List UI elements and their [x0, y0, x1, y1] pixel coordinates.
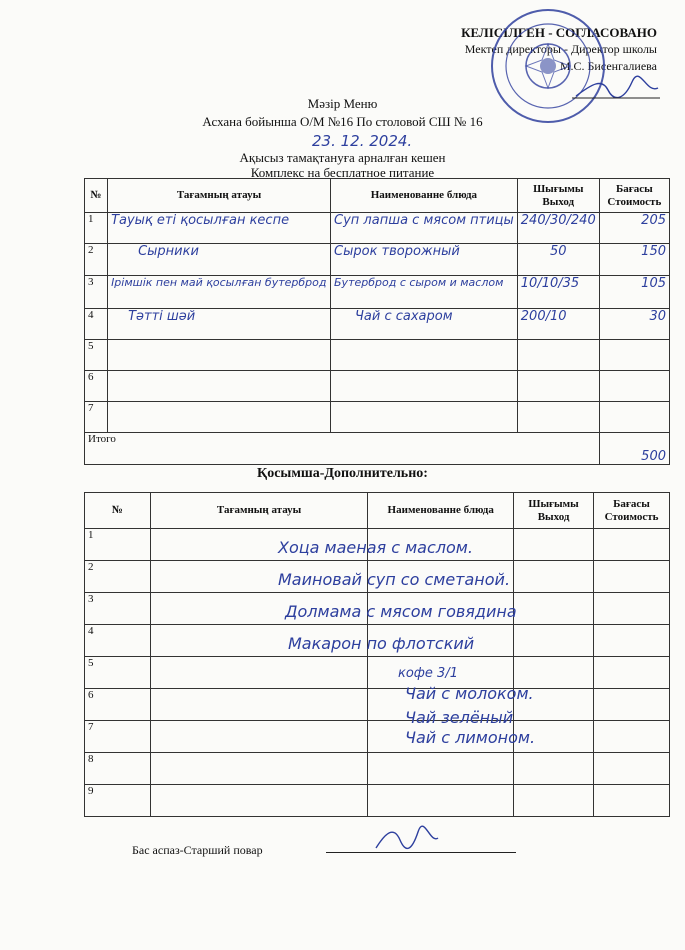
- cell: [150, 753, 367, 785]
- cell: [594, 689, 670, 721]
- table-header-row: [85, 493, 670, 529]
- additional-entry: Чай зелёный: [405, 708, 514, 727]
- approval-position: Мектеп директоры - Директор школы: [464, 42, 657, 56]
- cell: [368, 785, 514, 817]
- additional-entry: Хоца маеная с маслом.: [278, 538, 473, 557]
- row-number: 5: [85, 657, 151, 689]
- row-number: 5: [85, 340, 108, 371]
- col-header-output: Шығымы Выход: [517, 179, 599, 213]
- cell: [594, 721, 670, 753]
- cell: [594, 625, 670, 657]
- cell: [150, 657, 367, 689]
- table-row: [85, 309, 670, 340]
- chef-signature: [372, 822, 442, 854]
- cell: [514, 529, 594, 561]
- dish-price: 105: [599, 276, 669, 309]
- table-row: [85, 276, 670, 309]
- table-row: [85, 689, 670, 721]
- dish-output: 240/30/240: [517, 213, 599, 244]
- row-number: 7: [85, 721, 151, 753]
- row-number: 1: [85, 213, 108, 244]
- col-header-name-kz: Тағамның атауы: [108, 179, 331, 213]
- dish-name-ru: Бутерброд с сыром и маслом: [331, 276, 518, 309]
- table-row: [85, 721, 670, 753]
- row-number: 6: [85, 371, 108, 402]
- row-number: 6: [85, 689, 151, 721]
- additional-entry: Чай с лимоном.: [405, 728, 536, 747]
- col-header-price: Бағасы Стоимость: [599, 179, 669, 213]
- total-label: Итого: [85, 433, 600, 465]
- row-number: 8: [85, 753, 151, 785]
- menu-date: 23. 12. 2024.: [312, 132, 413, 150]
- dish-price: [599, 340, 669, 371]
- dish-name-ru: Сырок творожный: [331, 244, 518, 276]
- dish-price: 205: [599, 213, 669, 244]
- cell: [594, 657, 670, 689]
- dish-output: 200/10: [517, 309, 599, 340]
- cell: [594, 753, 670, 785]
- table-row: [85, 657, 670, 689]
- cell: [514, 561, 594, 593]
- dish-name-kz: Сырники: [108, 244, 331, 276]
- additional-title: Қосымша-Дополнительно:: [257, 466, 428, 481]
- dish-name-ru: [331, 340, 518, 371]
- cell: [150, 721, 367, 753]
- dish-name-kz: Ірімшік пен май қосылған бутерброд: [108, 276, 331, 309]
- dish-name-kz: Тәтті шәй: [108, 309, 331, 340]
- table-header-row: [85, 179, 670, 213]
- dish-output: 50: [517, 244, 599, 276]
- additional-entry: кофе 3/1: [398, 666, 458, 681]
- chef-label: Бас аспаз-Старший повар: [132, 843, 263, 857]
- row-number: 4: [85, 309, 108, 340]
- complex-kz: Ақысыз тамақтануға арналған кешен: [239, 150, 446, 165]
- free-meal-table: [84, 178, 670, 465]
- table-row: [85, 402, 670, 433]
- cell: [594, 529, 670, 561]
- cell: [594, 593, 670, 625]
- row-number: 3: [85, 593, 151, 625]
- dish-price: [599, 371, 669, 402]
- cell: [150, 689, 367, 721]
- dish-name-kz: [108, 340, 331, 371]
- table-row: [85, 753, 670, 785]
- dish-name-kz: [108, 371, 331, 402]
- dish-name-kz: [108, 402, 331, 433]
- menu-title: Мәзір Меню: [307, 96, 378, 111]
- cell: [594, 561, 670, 593]
- col-header-output: Шығымы Выход: [514, 493, 594, 529]
- row-number: 7: [85, 402, 108, 433]
- cell: [368, 753, 514, 785]
- complex-ru: Комплекс на бесплатное питание: [250, 165, 435, 180]
- approval-header: КЕЛІСІЛГЕН - СОГЛАСОВАНО: [461, 25, 657, 40]
- dish-output: 10/10/35: [517, 276, 599, 309]
- additional-entry: Маиновай суп со сметаной.: [278, 570, 511, 589]
- dish-price: 30: [599, 309, 669, 340]
- dish-name-ru: [331, 402, 518, 433]
- dish-output: [517, 340, 599, 371]
- cell: [514, 593, 594, 625]
- dish-name-ru: [331, 371, 518, 402]
- dish-name-kz: Тауық еті қосылған кеспе: [108, 213, 331, 244]
- total-row: [85, 433, 670, 465]
- table-row: [85, 785, 670, 817]
- additional-entry: Долмама с мясом говядина: [285, 602, 517, 621]
- approval-name: М.С. Бисенгалиева: [559, 59, 657, 73]
- table-row: [85, 340, 670, 371]
- cell: [514, 625, 594, 657]
- additional-entry: Макарон по флотский: [288, 634, 475, 653]
- canteen-line: Асхана бойынша О/М №16 По столовой СШ № 16: [202, 114, 483, 129]
- table-row: [85, 371, 670, 402]
- row-number: 2: [85, 244, 108, 276]
- cell: [594, 785, 670, 817]
- cell: [150, 785, 367, 817]
- dish-output: [517, 402, 599, 433]
- table-row: [85, 213, 670, 244]
- col-header-name-ru: Наименованне блюда: [368, 493, 514, 529]
- row-number: 9: [85, 785, 151, 817]
- col-header-name-kz: Тағамның атауы: [150, 493, 367, 529]
- dish-price: 150: [599, 244, 669, 276]
- row-number: 3: [85, 276, 108, 309]
- dish-price: [599, 402, 669, 433]
- dish-name-ru: Суп лапша с мясом птицы: [331, 213, 518, 244]
- additional-entry: Чай с молоком.: [405, 684, 534, 703]
- cell: [514, 753, 594, 785]
- row-number: 1: [85, 529, 151, 561]
- dish-name-ru: Чай с сахаром: [331, 309, 518, 340]
- col-header-number: №: [85, 493, 151, 529]
- col-header-number: №: [85, 179, 108, 213]
- col-header-price: Бағасы Стоимость: [594, 493, 670, 529]
- cell: [514, 785, 594, 817]
- row-number: 4: [85, 625, 151, 657]
- table-row: [85, 244, 670, 276]
- col-header-name-ru: Наименованне блюда: [331, 179, 518, 213]
- total-value: 500: [599, 433, 669, 465]
- row-number: 2: [85, 561, 151, 593]
- dish-output: [517, 371, 599, 402]
